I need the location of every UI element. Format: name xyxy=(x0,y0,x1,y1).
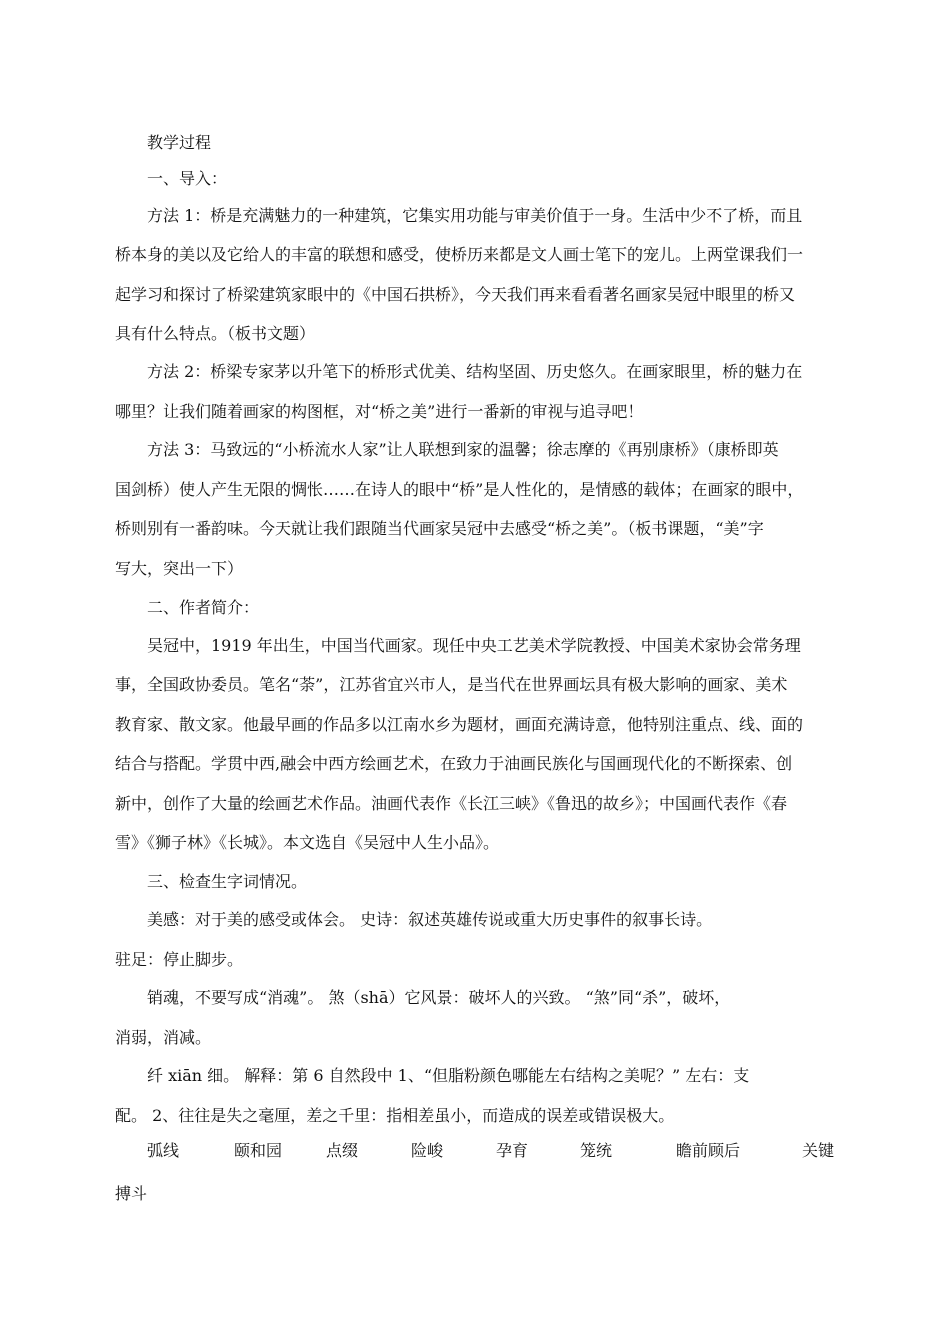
paragraph-line: 起学习和探讨了桥梁建筑家眼中的《中国石拱桥》，今天我们再来看看著名画家吴冠中眼里的桥又 xyxy=(115,285,796,304)
word-item: 瞻前顾后 xyxy=(676,1141,741,1160)
paragraph-line: 哪里？让我们随着画家的构图框，对“桥之美”进行一番新的审视与追寻吧！ xyxy=(115,402,644,421)
paragraph-line: 雪》《狮子林》《长城》。本文选自《吴冠中人生小品》。 xyxy=(115,833,500,852)
paragraph-line: 结合与搭配。学贯中西,融会中西方绘画艺术，在致力于油画民族化与国画现代化的不断探索、创 xyxy=(115,754,793,773)
paragraph-line: 方法 2：桥梁专家茅以升笔下的桥形式优美、结构坚固、历史悠久。在画家眼里，桥的魅力在 xyxy=(147,362,803,381)
paragraph-line: 具有什么特点。（板书文题） xyxy=(115,324,316,343)
word-item: 弧线 xyxy=(147,1141,180,1160)
word-item: 点缀 xyxy=(326,1141,359,1160)
vocab-line: 销魂，不要写成“消魂”。 煞（shā）它风景：破坏人的兴致。 “煞”同“杀”，破坏， xyxy=(147,988,731,1007)
paragraph-line: 国剑桥）使人产生无限的惆怅……在诗人的眼中“桥”是人性化的，是情感的载体；在画家的眼中， xyxy=(115,480,804,499)
word-item: 笼统 xyxy=(580,1141,613,1160)
paragraph-line: 教育家、散文家。他最早画的作品多以江南水乡为题材，画面充满诗意，他特别注重点、线、面的 xyxy=(115,715,804,734)
paragraph-line: 桥本身的美以及它给人的丰富的联想和感受，使桥历来都是文人画士笔下的宠儿。上两堂课我们一 xyxy=(115,245,804,264)
word-item: 搏斗 xyxy=(115,1184,148,1203)
vocab-line: 纤 xiān 细。 解释：第 6 自然段中 1、“但脂粉颜色哪能左右结构之美呢？” 左右：支 xyxy=(147,1066,750,1085)
vocab-line: 配。 2、往往是失之毫厘，差之千里：指相差虽小，而造成的误差或错误极大。 xyxy=(115,1106,675,1125)
paragraph-line: 吴冠中，1919 年出生，中国当代画家。现任中央工艺美术学院教授、中国美术家协会常务理 xyxy=(147,636,801,655)
paragraph-line: 新中，创作了大量的绘画艺术作品。油画代表作《长江三峡》《鲁迅的故乡》；中国画代表作《春 xyxy=(115,794,788,813)
paragraph-line: 方法 3：马致远的“小桥流水人家”让人联想到家的温馨；徐志摩的《再别康桥》（康桥即英 xyxy=(147,440,779,459)
heading: 教学过程 xyxy=(147,133,212,152)
section-title-author: 二、作者简介： xyxy=(147,598,260,617)
vocab-line: 美感：对于美的感受或体会。 史诗：叙述英雄传说或重大历史事件的叙事长诗。 xyxy=(147,910,713,929)
vocab-line: 驻足：停止脚步。 xyxy=(115,950,244,969)
paragraph-line: 事，全国政协委员。笔名“荼”，江苏省宜兴市人，是当代在世界画坛具有极大影响的画家、美术 xyxy=(115,675,788,694)
paragraph-line: 方法 1：桥是充满魅力的一种建筑，它集实用功能与审美价值于一身。生活中少不了桥，而且 xyxy=(147,206,803,225)
vocab-line: 消弱，消减。 xyxy=(115,1028,212,1047)
paragraph-line: 写大，突出一下） xyxy=(115,559,244,578)
word-item: 孕育 xyxy=(496,1141,529,1160)
paragraph-line: 桥则别有一番韵味。今天就让我们跟随当代画家吴冠中去感受“桥之美”。（板书课题，“美”字 xyxy=(115,519,764,538)
word-item: 关键 xyxy=(802,1141,835,1160)
word-item: 险峻 xyxy=(411,1141,444,1160)
section-title-vocabulary: 三、检查生字词情况。 xyxy=(147,872,308,891)
word-item: 颐和园 xyxy=(234,1141,283,1160)
word-list xyxy=(0,1138,950,1162)
section-title-intro: 一、导入： xyxy=(147,169,228,188)
